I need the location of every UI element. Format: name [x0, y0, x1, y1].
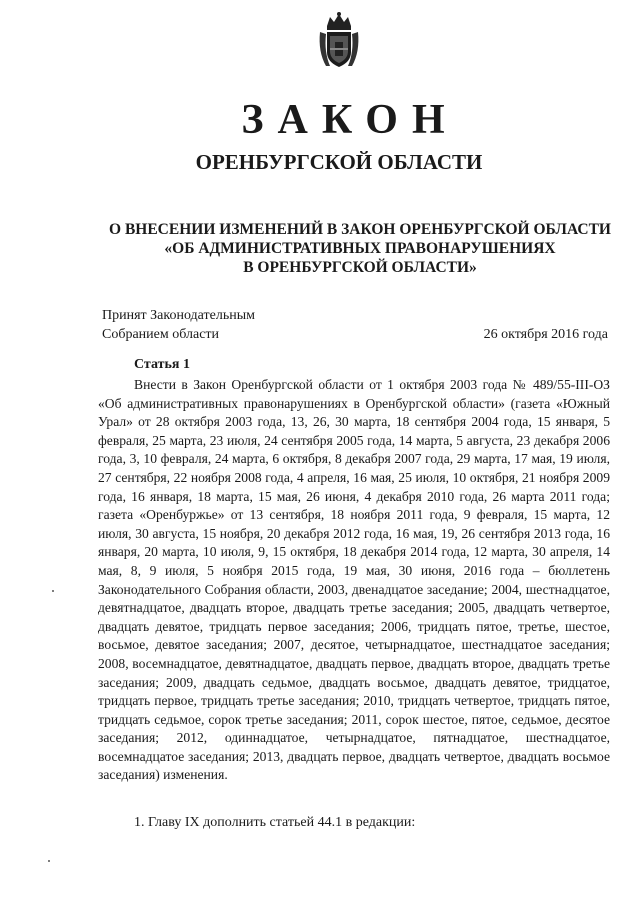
article-paragraph: Внести в Закон Оренбургской области от 1 октября 2003 года № 489/55-III-ОЗ «Об административных правонарушениях в Оренбургской области» (газета «Южный Урал» от 28 октября 2003 года, 13, 26, 30 марта, 18 сентября 2004 года, 15 января, 5 февраля, 25 марта, 23 июля, 24 сентября 2005 года, 14 марта, 5 августа, 23 декабря 2006 года, 3, 10 февраля, 24 марта, 6 октября, 8 декабря 2007 года, 29 марта, 17 мая, 19 июля, 27 сентября, 22 ноября 2008 года, 4 апреля, 16 мая, 25 июля, 10 октября, 21 ноября 2009 года, 16 января, 18 марта, 15 мая, 26 июня, 4 декабря 2010 года, 26 марта 2011 года; газета «Оренбуржье» от 13 сентября, 18 ноября 2011 года, 9 февраля, 15 марта, 12 июля, 30 августа, 15 ноября, 20 декабря 2012 года, 16 мая, 19, 26 сентября 2013 года, 16 января, 20 марта, 10 июля, 9, 15 октября, 18 декабря 2014 года, 12 марта, 30 апреля, 14 мая, 8, 9 июля, 5 ноября 2015 года, 19 мая, 30 июня, 2016 года – бюллетень Законодательного Собрания области, 2003, двенадцатое заседание; 2004, шестнадцатое, девятнадцатое, двадцать второе, двадцать третье заседания; 2005, двадцать четвертое, двадцать девятое, тридцать первое заседания; 2006, тридцать пятое, третье, шестое, восьмое, девятое заседания; 2007, десятое, четырнадцатое, шестнадцатое заседания; 2008, восемнадцатое, девятнадцатое, двадцать первое, двадцать второе, двадцать третье заседания; 2009, двадцать седьмое, двадцать восьмое, двадцать девятое, тридцатое, тридцать первое, тридцать третье заседания; 2010, тридцать четвертое, тридцать пятое, тридцать седьмое, сорок третье заседания; 2011, сорок шестое, пятое, седьмое, десятое заседания; 2012, одиннадцатое, четырнадцатое, пятнадцатое, шестнадцатое, восемнадцатое заседания; 2013, двадцать первое, двадцать четвертое, двадцать восьмое заседания) изменения. — [98, 377, 610, 783]
article-body — [98, 376, 610, 785]
law-title: ЗАКОН — [241, 97, 459, 143]
adoption-line-2: Собранием области — [102, 327, 220, 342]
adoption-line-1: Принят Законодательным — [102, 308, 255, 323]
scan-speck — [48, 860, 50, 862]
subject-line-1: О ВНЕСЕНИИ ИЗМЕНЕНИЙ В ЗАКОН ОРЕНБУРГСКОЙ ОБЛАСТИ — [109, 221, 611, 238]
scan-speck — [52, 590, 54, 592]
adoption-date: 26 октября 2016 года — [483, 327, 608, 342]
law-subject — [100, 220, 620, 277]
amendment-item-1: 1. Главу IX дополнить статьей 44.1 в редакции: — [134, 815, 416, 830]
subject-line-3: В ОРЕНБУРГСКОЙ ОБЛАСТИ» — [243, 259, 477, 276]
adoption-note — [102, 306, 255, 344]
subject-line-2: «ОБ АДМИНИСТРАТИВНЫХ ПРАВОНАРУШЕНИЯХ — [164, 240, 556, 257]
article-title: Статья 1 — [134, 357, 190, 372]
orenburg-coat-of-arms-icon — [316, 12, 362, 70]
region-title: ОРЕНБУРГСКОЙ ОБЛАСТИ — [195, 150, 483, 174]
